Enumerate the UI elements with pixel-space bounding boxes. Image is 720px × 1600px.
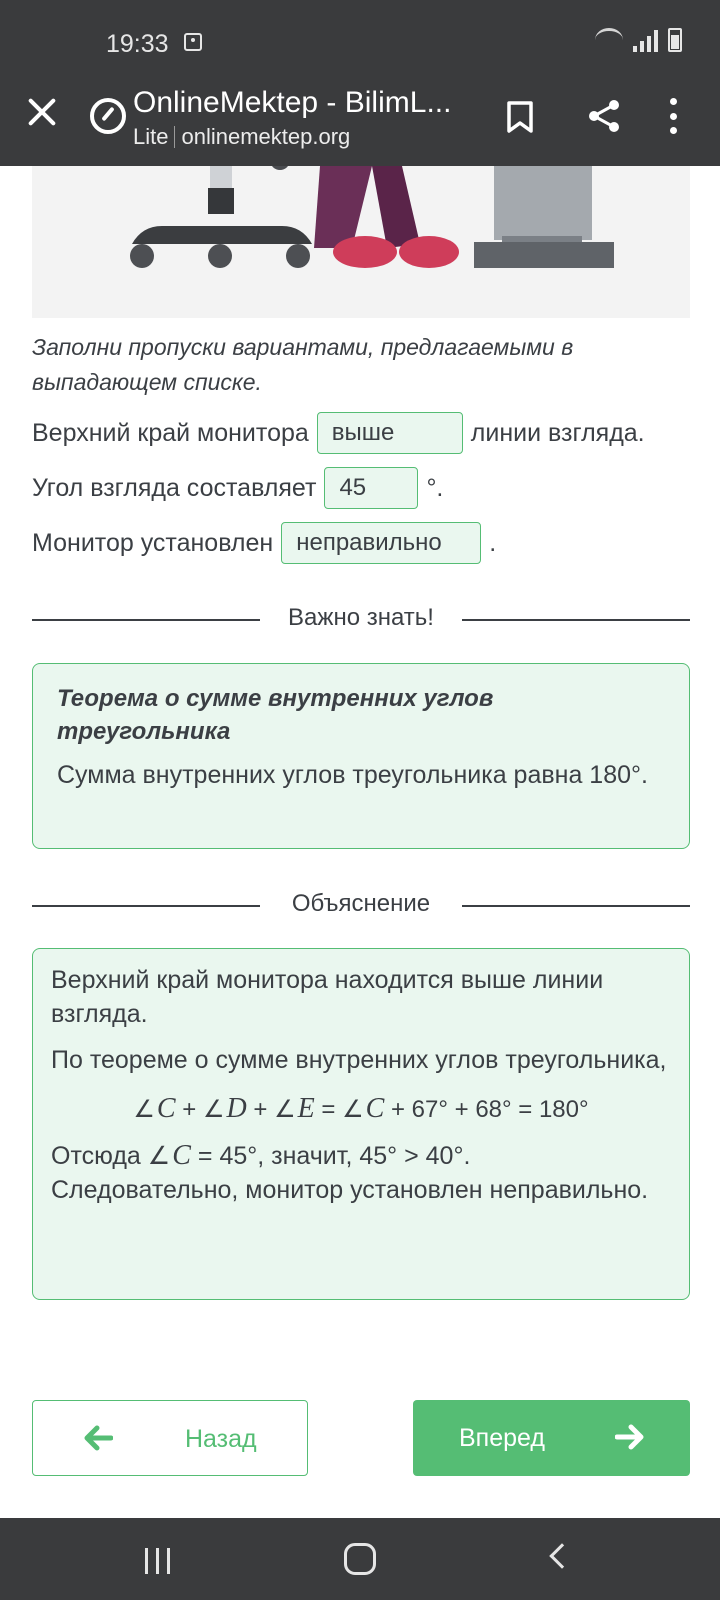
- important-divider: [32, 604, 690, 634]
- theorem-card: [32, 663, 690, 849]
- important-heading: Важно знать!: [288, 604, 434, 631]
- next-button[interactable]: [413, 1400, 690, 1476]
- fill-line-1: [32, 412, 645, 454]
- line3-suffix: .: [489, 528, 497, 557]
- close-icon[interactable]: [26, 96, 58, 128]
- recent-apps-icon[interactable]: [145, 1548, 170, 1574]
- theorem-title: Теорема о сумме внутренних углов треугольника: [57, 685, 494, 745]
- line1-suffix: линии взгляда.: [470, 418, 645, 447]
- next-label: Вперед: [459, 1424, 545, 1452]
- line2-suffix: °.: [426, 473, 444, 502]
- status-time: 19:33: [106, 30, 169, 58]
- share-icon[interactable]: [586, 98, 622, 134]
- explanation-divider: [32, 890, 690, 920]
- line3-prefix: Монитор установлен: [32, 528, 274, 557]
- angle-sum-formula: ∠ C + ∠ D + ∠ E = ∠ C + 67° + 68° = 180°: [133, 1093, 589, 1124]
- explanation-p2: По теореме о сумме внутренних углов треугольника,: [51, 1046, 667, 1074]
- back-nav-icon[interactable]: [549, 1543, 574, 1568]
- theorem-text: Сумма внутренних углов треугольника равна 180°.: [57, 761, 648, 789]
- answer-dropdown-2[interactable]: 45: [324, 467, 418, 509]
- fill-line-2: [32, 467, 443, 509]
- task-instruction: Заполни пропуски вариантами, предлагаемыми в выпадающем списке.: [32, 334, 574, 395]
- line1-prefix: Верхний край монитора: [32, 418, 309, 447]
- more-options-icon[interactable]: [668, 98, 678, 134]
- arrow-left-icon: [83, 1425, 113, 1451]
- fill-line-3: [32, 522, 496, 564]
- url-text: onlinemektep.org: [181, 124, 351, 149]
- back-button[interactable]: [32, 1400, 308, 1476]
- signal-icon: [633, 30, 658, 52]
- page-title: OnlineMektep - BilimL...: [133, 86, 452, 119]
- alarm-icon: [184, 33, 202, 51]
- answer-dropdown-1[interactable]: выше: [317, 412, 463, 454]
- explanation-p1: Верхний край монитора находится выше линии взгляда.: [51, 966, 604, 1028]
- explanation-p4: Следовательно, монитор установлен неправильно.: [51, 1176, 649, 1204]
- explanation-heading: Объяснение: [291, 890, 431, 917]
- lite-label: Lite: [133, 124, 169, 149]
- battery-icon: [668, 28, 682, 52]
- wifi-icon: [595, 28, 623, 52]
- system-nav-bar: [0, 1518, 720, 1600]
- back-label: Назад: [185, 1425, 257, 1453]
- lite-mode-icon[interactable]: [90, 98, 126, 134]
- explanation-card: [32, 948, 690, 1300]
- url-line[interactable]: [133, 124, 350, 150]
- line2-prefix: Угол взгляда составляет: [32, 473, 317, 502]
- workplace-illustration: [32, 166, 690, 318]
- bookmark-icon[interactable]: [505, 100, 535, 134]
- answer-dropdown-3[interactable]: неправильно: [281, 522, 481, 564]
- status-indicators: [595, 28, 682, 52]
- arrow-right-icon: [615, 1424, 645, 1450]
- explanation-p3: Отсюда ∠ C = 45°, значит, 45° > 40°.: [51, 1140, 471, 1171]
- browser-toolbar: [0, 0, 720, 166]
- home-icon[interactable]: [344, 1543, 376, 1575]
